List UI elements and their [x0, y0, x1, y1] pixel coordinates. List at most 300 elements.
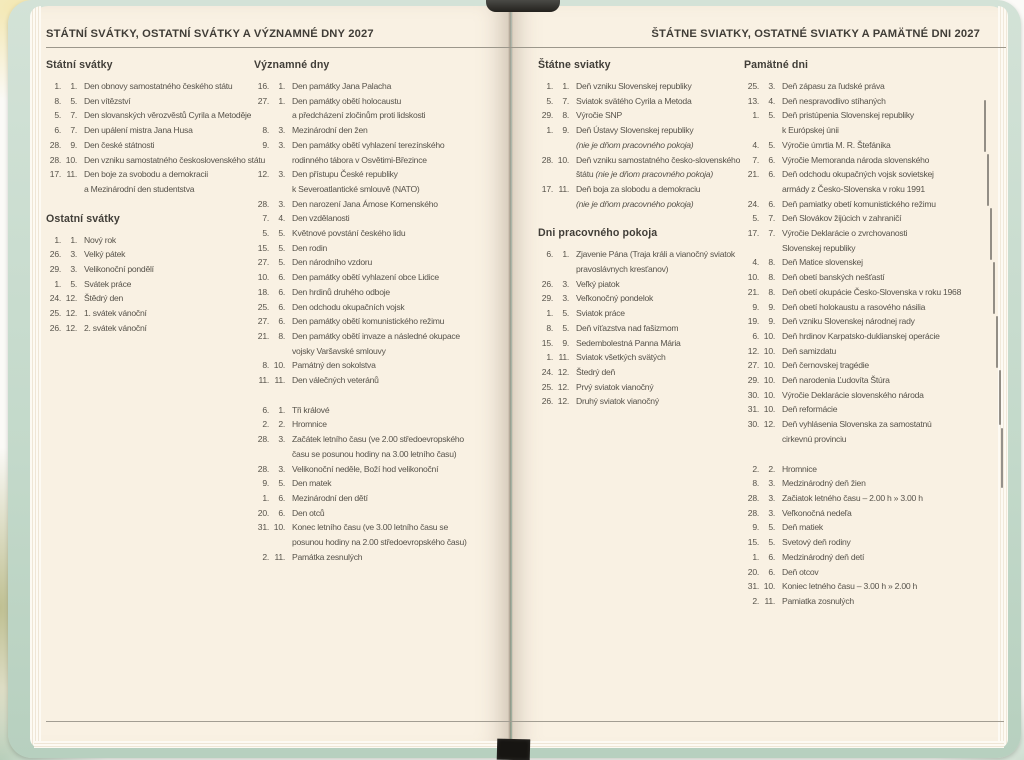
holiday-text: cirkevnú provinciu: [782, 433, 847, 444]
holiday-text-segment: (nie je dňom pracovného pokoja): [576, 198, 694, 209]
holiday-text: Deň matiek: [782, 522, 823, 533]
holiday-row: [744, 506, 980, 521]
month-number: 12.: [65, 293, 77, 304]
day-number: 8.: [546, 322, 553, 333]
holiday-row: [46, 277, 254, 292]
holiday-text: Veľkonočná nedeľa: [782, 507, 852, 518]
month-number: 3.: [70, 249, 77, 260]
day-number: [254, 344, 269, 359]
holiday-row: [744, 402, 980, 417]
section-heading: Dni pracovného pokoja: [538, 227, 658, 240]
holiday-text: pravoslávnych kresťanov): [576, 264, 669, 275]
holiday-text: Veľký piatok: [576, 278, 620, 289]
month-number: [272, 182, 285, 197]
month-number: 5.: [278, 478, 285, 489]
holiday-text: Velikonoční pondělí: [84, 264, 154, 275]
holiday-row-continuation: [744, 432, 980, 447]
month-number: 5.: [70, 278, 77, 289]
day-number: [744, 432, 759, 447]
holiday-text: rodinného tábora v Osvětimi-Březince: [292, 154, 427, 165]
holiday-text: Mezinárodní den žen: [292, 125, 368, 136]
holiday-text: Výročie Deklarácie slovenského národa: [782, 389, 924, 400]
month-number: 6.: [278, 286, 285, 297]
day-number: 1.: [262, 492, 269, 503]
day-number: [254, 447, 269, 462]
holiday-text: Deň pristúpenia Slovenskej republiky: [782, 110, 914, 121]
day-number: [538, 138, 553, 153]
holiday-text: Den slovanských věrozvěstů Cyrila a Metoděje: [84, 110, 252, 121]
holiday-text: Deň vzniku Slovenskej republiky: [576, 81, 692, 91]
month-number: 10.: [557, 154, 569, 165]
day-number: 27.: [257, 316, 269, 327]
day-number: 26.: [49, 322, 61, 333]
holiday-section: [538, 227, 744, 409]
month-number: 5.: [768, 537, 775, 548]
day-number: 6.: [546, 249, 553, 260]
day-number: [538, 197, 553, 212]
day-number: 30.: [747, 419, 759, 430]
day-number: [538, 167, 553, 182]
day-number: 28.: [747, 507, 759, 518]
holiday-text: Den rodin: [292, 242, 328, 253]
day-number: [254, 182, 269, 197]
holiday-text: a Mezinárodní den studentstva: [84, 183, 195, 194]
holiday-text: Den památky Jana Palacha: [292, 81, 392, 91]
month-number: 3.: [278, 198, 285, 209]
holiday-row-continuation: [744, 241, 980, 256]
holiday-text: 1. svátek vánoční: [84, 308, 147, 319]
holiday-text: Výročie Deklarácie o zvrchovanosti: [782, 228, 908, 239]
holiday-text: Den památky obětí vyhlazení obce Lidice: [292, 272, 439, 283]
holiday-text: posunou hodiny na 2.00 středoevropského času): [292, 537, 467, 548]
month-number: 8.: [768, 257, 775, 268]
month-number: 10.: [763, 345, 775, 356]
day-number: 13.: [747, 95, 759, 106]
month-number: 11.: [558, 183, 569, 194]
holiday-row: [46, 108, 254, 123]
month-number: 1.: [70, 234, 77, 245]
day-number: 26.: [49, 249, 61, 260]
day-number: 29.: [49, 264, 61, 275]
holiday-row: [538, 306, 744, 321]
holiday-row: [46, 79, 254, 94]
day-number: 28.: [49, 154, 61, 165]
day-number: [744, 241, 759, 256]
right-page-content: [538, 28, 980, 710]
holiday-text-segment: štátu: [576, 169, 596, 180]
holiday-text: času se posunou hodiny na 3.00 letního času): [292, 448, 457, 459]
holiday-text: Konec letního času (ve 3.00 letního času se: [292, 522, 448, 533]
holiday-row: [744, 476, 980, 491]
day-number: 6.: [262, 404, 269, 415]
holiday-text: Deň vyhlásenia Slovenska za samostatnú: [782, 419, 932, 430]
month-number: 12.: [65, 308, 77, 319]
day-number: 16.: [257, 81, 269, 91]
day-number: 6.: [54, 125, 61, 136]
day-number: 27.: [257, 95, 269, 106]
holiday-section: [744, 462, 980, 609]
month-number: 6.: [768, 566, 775, 577]
day-number: 20.: [257, 507, 269, 518]
holiday-row: [744, 94, 980, 109]
day-number: 25.: [541, 381, 553, 392]
holiday-row: [538, 350, 744, 365]
day-number: [46, 182, 61, 197]
holiday-text: Pamiatka zosnulých: [782, 595, 854, 606]
holiday-text: Začiatok letného času – 2.00 h » 3.00 h: [782, 492, 923, 503]
day-number: 7.: [262, 213, 269, 224]
month-number: [556, 138, 569, 153]
holiday-text: k Európskej únii: [782, 125, 839, 136]
holiday-row: [744, 491, 980, 506]
month-number: 6.: [278, 301, 285, 312]
month-number: 4.: [768, 95, 775, 106]
holiday-text: Hromnice: [782, 463, 817, 474]
holiday-text: Deň odchodu okupačných vojsk sovietskej: [782, 169, 934, 180]
day-number: 31.: [747, 404, 759, 415]
holiday-text: Den otců: [292, 507, 325, 518]
month-number: 6.: [768, 198, 775, 209]
holiday-row: [46, 123, 254, 138]
holiday-text: Deň Ústavy Slovenskej republiky: [576, 125, 694, 136]
day-number: 15.: [257, 242, 269, 253]
month-number: 4.: [278, 213, 285, 224]
holiday-text: Výročie SNP: [576, 110, 622, 121]
holiday-text: armády z Česko-Slovenska v roku 1991: [782, 183, 925, 194]
day-number: 7.: [752, 154, 759, 165]
holiday-text: Deň boja za slobodu a demokraciu: [576, 183, 701, 194]
month-number: 3.: [562, 278, 569, 289]
day-number: 10.: [747, 272, 759, 283]
month-number: 7.: [562, 95, 569, 106]
month-number: 3.: [768, 478, 775, 489]
month-number: 12.: [763, 419, 775, 430]
day-number: 24.: [49, 293, 61, 304]
holiday-row-continuation: [538, 197, 744, 212]
holiday-text: Památka zesnulých: [292, 551, 363, 562]
month-number: [762, 241, 775, 256]
holiday-text: Výročie Memoranda národa slovenského: [782, 154, 930, 165]
holiday-row: [744, 314, 980, 329]
month-number: 5.: [278, 228, 285, 239]
holiday-row: [538, 182, 744, 197]
section-heading: Ostatní svátky: [46, 212, 120, 225]
day-number: [538, 262, 553, 277]
holiday-text: Deň reformácie: [782, 404, 838, 415]
holiday-text: Svátek práce: [84, 278, 132, 289]
holiday-text: Slovenskej republiky: [782, 242, 856, 253]
column: [744, 59, 980, 623]
day-number: 29.: [747, 375, 759, 386]
month-number: 1.: [278, 404, 285, 415]
holiday-row: [744, 153, 980, 168]
month-number: 11.: [558, 352, 569, 363]
holiday-text: Deň víťazstva nad fašizmom: [576, 322, 679, 333]
holiday-text: Deň vzniku Slovenskej národnej rady: [782, 316, 915, 327]
section-heading: Štátne sviatky: [538, 59, 611, 71]
holiday-section: [46, 213, 254, 336]
month-number: 3.: [278, 463, 285, 474]
month-number: 6.: [278, 492, 285, 503]
holiday-text: Velký pátek: [84, 249, 126, 260]
month-number: 1.: [562, 81, 569, 91]
day-number: 17.: [747, 228, 759, 239]
month-number: 12.: [557, 366, 569, 377]
holiday-text: Sviatok svätého Cyrila a Metoda: [576, 95, 692, 106]
holiday-text: Deň pamiatky obetí komunistického režimu: [782, 198, 936, 209]
holiday-row-continuation: [538, 167, 744, 182]
holiday-text: Květnové povstání českého lidu: [292, 228, 406, 239]
holiday-text: Deň Matice slovenskej: [782, 257, 863, 268]
month-number: 3.: [768, 492, 775, 503]
holiday-text: Den památky obětí komunistického režimu: [292, 316, 445, 327]
month-number: [556, 167, 569, 182]
day-number: 28.: [541, 154, 553, 165]
day-number: 2.: [752, 463, 759, 474]
holiday-text: Štědrý den: [84, 293, 124, 304]
holiday-text: Zjavenie Pána (Traja králi a vianočný sviatok: [576, 249, 735, 260]
holiday-text: Den boje za svobodu a demokracii: [84, 169, 208, 180]
holiday-text: Svetový deň rodiny: [782, 537, 851, 548]
holiday-row: [744, 462, 980, 477]
month-number: 3.: [562, 293, 569, 304]
day-number: 15.: [541, 337, 553, 348]
day-number: 9.: [262, 478, 269, 489]
day-number: 1.: [752, 110, 759, 121]
section-heading: Pamätné dni: [744, 59, 809, 71]
day-number: 21.: [747, 169, 759, 180]
holiday-text: Nový rok: [84, 234, 116, 245]
holiday-row: [46, 138, 254, 153]
day-number: 30.: [747, 389, 759, 400]
ribbon-bookmark: [497, 739, 531, 760]
day-number: 1.: [546, 352, 553, 363]
holiday-text: Sviatok práce: [576, 308, 625, 319]
holiday-row: [538, 277, 744, 292]
day-number: 8.: [262, 125, 269, 136]
month-number: 10.: [763, 375, 775, 386]
holiday-text: Medzinárodný deň žien: [782, 478, 866, 489]
holiday-text: Den vzdělanosti: [292, 213, 350, 224]
day-number: 25.: [257, 301, 269, 312]
book-spine-top: [486, 0, 560, 12]
day-number: 4.: [752, 139, 759, 150]
holiday-text: Koniec letného času – 3.00 h » 2.00 h: [782, 581, 918, 592]
month-number: 10.: [763, 360, 775, 371]
holiday-text: Den památky obětí vyhlazení terezínského: [292, 139, 445, 150]
month-number: 11.: [274, 375, 285, 386]
holiday-row: [744, 79, 980, 94]
holiday-row-continuation: [538, 262, 744, 277]
holiday-text: Deň zápasu za ľudské práva: [782, 81, 885, 91]
month-number: 3.: [278, 434, 285, 445]
holiday-text: [576, 167, 713, 182]
holiday-row: [538, 291, 744, 306]
month-number: 5.: [278, 242, 285, 253]
holiday-text: a předcházení zločinům proti lidskosti: [292, 110, 426, 121]
month-number: 12.: [557, 381, 569, 392]
day-number: [254, 153, 269, 168]
day-number: 17.: [49, 169, 61, 180]
holiday-text: [576, 197, 693, 212]
holiday-text: Den vzniku samostatného československého státu: [84, 154, 266, 165]
holiday-row: [744, 226, 980, 241]
holiday-text: Prvý sviatok vianočný: [576, 381, 654, 392]
month-number: 5.: [562, 322, 569, 333]
month-number: [762, 123, 775, 138]
holiday-text: Den hrdinů druhého odboje: [292, 286, 390, 297]
day-number: 27.: [257, 257, 269, 268]
holiday-text: Mezinárodní den dětí: [292, 492, 368, 503]
title-divider: [538, 47, 980, 48]
month-number: 6.: [278, 507, 285, 518]
holiday-text: Den památky obětí invaze a následné okupace: [292, 330, 460, 341]
holiday-row: [46, 306, 254, 321]
holiday-text: Sedembolestná Panna Mária: [576, 337, 681, 348]
holiday-row: [538, 123, 744, 138]
day-number: 17.: [541, 183, 553, 194]
holiday-row: [744, 550, 980, 565]
month-number: 10.: [273, 360, 285, 371]
day-number: 31.: [257, 522, 269, 533]
day-number: 2.: [752, 595, 759, 606]
holiday-row-continuation: [46, 182, 254, 197]
day-number: 8.: [54, 95, 61, 106]
holiday-text: Deň otcov: [782, 566, 819, 577]
month-number: 6.: [278, 316, 285, 327]
month-number: 6.: [768, 169, 775, 180]
holiday-row: [744, 358, 980, 373]
day-number: 26.: [541, 278, 553, 289]
holiday-row: [744, 197, 980, 212]
day-number: 1.: [54, 278, 61, 289]
holiday-row: [744, 108, 980, 123]
holiday-row: [744, 167, 980, 182]
holiday-text: Medzinárodný deň detí: [782, 551, 865, 562]
holiday-row: [744, 285, 980, 300]
day-number: 5.: [54, 110, 61, 121]
section-heading: Státní svátky: [46, 59, 113, 71]
month-number: 5.: [768, 110, 775, 121]
day-number: 9.: [752, 522, 759, 533]
holiday-row: [46, 167, 254, 182]
holiday-row: [538, 380, 744, 395]
month-number: [556, 262, 569, 277]
holiday-text: Začátek letního času (ve 2.00 středoevropského: [292, 434, 464, 445]
holiday-row: [744, 388, 980, 403]
month-number: 1.: [562, 249, 569, 260]
month-number: 5.: [768, 139, 775, 150]
month-number: 11.: [66, 169, 77, 180]
column: [538, 59, 744, 623]
day-number: [254, 108, 269, 123]
holiday-row-continuation: [744, 123, 980, 138]
month-number: [762, 432, 775, 447]
holiday-row: [744, 211, 980, 226]
month-number: [272, 153, 285, 168]
month-number: 1.: [70, 81, 77, 91]
holiday-row: [744, 594, 980, 609]
day-number: 9.: [262, 139, 269, 150]
day-number: [744, 182, 759, 197]
holiday-text: Deň černovskej tragédie: [782, 360, 869, 371]
holiday-section: [744, 59, 980, 447]
holiday-text: Den obnovy samostatného českého státu: [84, 81, 233, 91]
month-number: 1.: [278, 81, 285, 91]
month-number: 12.: [65, 322, 77, 333]
section-heading: Významné dny: [254, 59, 330, 71]
month-number: 9.: [768, 301, 775, 312]
holiday-row: [538, 336, 744, 351]
holiday-text: [576, 138, 693, 153]
day-number: 1.: [546, 308, 553, 319]
month-number: 5.: [278, 257, 285, 268]
month-number: [272, 447, 285, 462]
holiday-row: [46, 153, 266, 168]
day-number: 24.: [747, 198, 759, 209]
day-number: 28.: [747, 492, 759, 503]
month-number: 3.: [768, 507, 775, 518]
holiday-row: [538, 94, 744, 109]
month-number: 5.: [562, 308, 569, 319]
holiday-row: [744, 329, 980, 344]
day-number: 5.: [546, 95, 553, 106]
month-number: [272, 344, 285, 359]
holiday-text: Den odchodu okupačních vojsk: [292, 301, 405, 312]
day-number: 5.: [752, 213, 759, 224]
holiday-text: Hromnice: [292, 419, 327, 430]
month-number: 1.: [278, 95, 285, 106]
holiday-text: Deň obetí holokaustu a rasového násilia: [782, 301, 926, 312]
holiday-text: k Severoatlantické smlouvě (NATO): [292, 183, 420, 194]
holiday-row: [538, 79, 744, 94]
holiday-text: Den upálení mistra Jana Husa: [84, 125, 193, 136]
holiday-row: [744, 417, 980, 432]
day-number: 26.: [541, 396, 553, 407]
month-number: 3.: [278, 169, 285, 180]
holiday-text: Veľkonočný pondelok: [576, 293, 654, 304]
day-number: 28.: [257, 434, 269, 445]
holiday-row: [744, 270, 980, 285]
month-number: 9.: [70, 139, 77, 150]
holiday-text: Deň obetí okupácie Česko-Slovenska v roku 1968: [782, 286, 962, 297]
month-number: 7.: [768, 228, 775, 239]
holiday-row: [538, 153, 744, 168]
day-number: [254, 535, 269, 550]
holiday-row: [46, 233, 254, 248]
holiday-row: [744, 520, 980, 535]
month-number: 6.: [768, 551, 775, 562]
month-number: 6.: [768, 154, 775, 165]
month-number: 9.: [768, 316, 775, 327]
holiday-text: Den vítězství: [84, 95, 131, 106]
day-number: 6.: [752, 330, 759, 341]
month-number: 2.: [278, 419, 285, 430]
day-number: 21.: [747, 286, 759, 297]
holiday-text: Štedrý deň: [576, 366, 616, 377]
holiday-text: Velikonoční neděle, Boží hod velikonoční: [292, 463, 439, 474]
month-number: [556, 197, 569, 212]
holiday-text: Den matek: [292, 478, 332, 489]
holiday-section: [538, 59, 744, 211]
month-number: 10.: [65, 154, 77, 165]
month-number: 5.: [768, 522, 775, 533]
day-number: 1.: [546, 125, 553, 136]
day-number: 2.: [262, 419, 269, 430]
holiday-row: [744, 344, 980, 359]
month-number: [272, 535, 285, 550]
day-number: 8.: [752, 478, 759, 489]
